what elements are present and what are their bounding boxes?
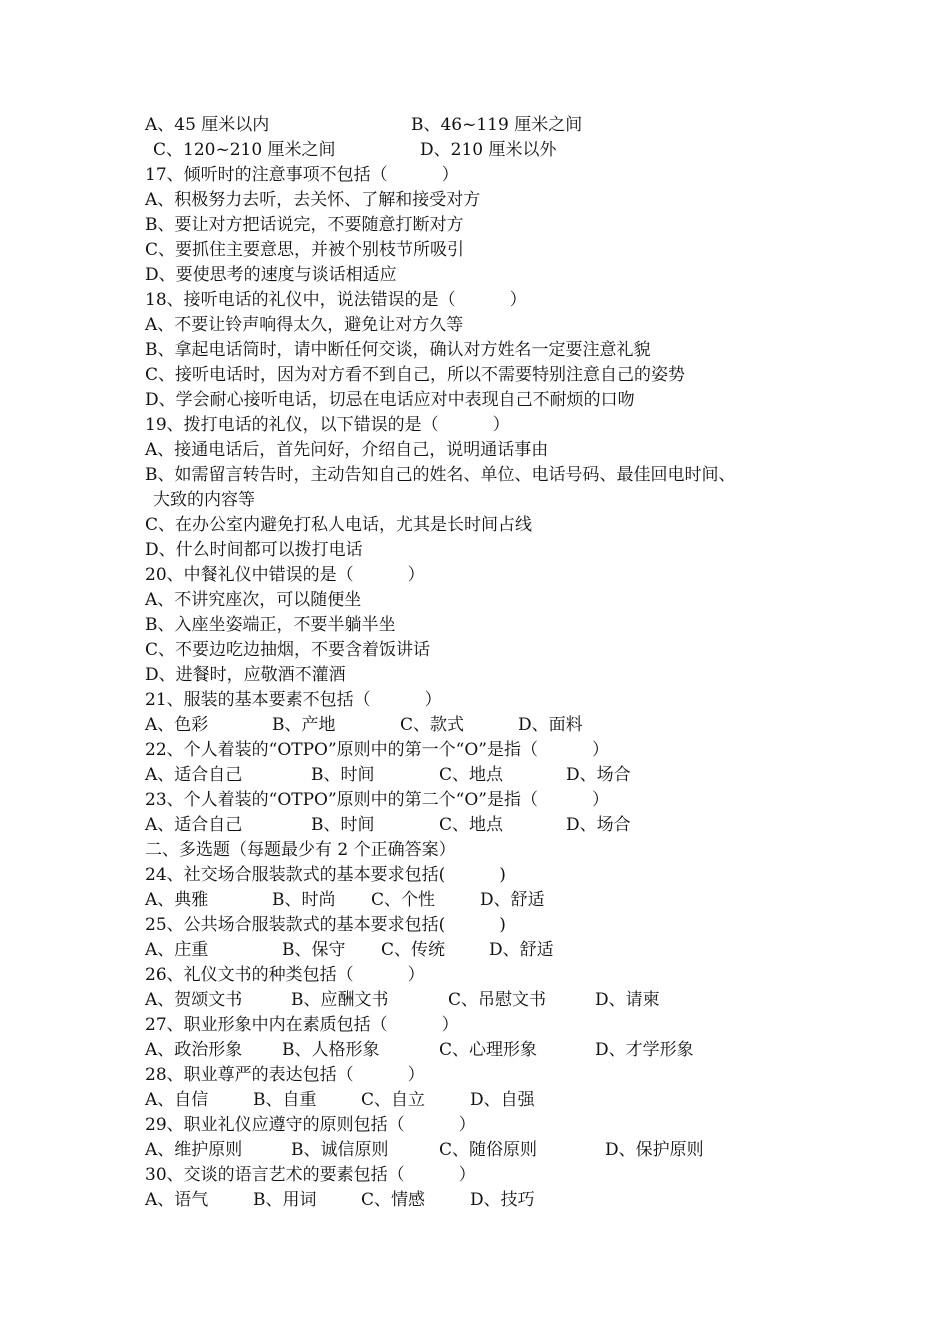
- option-row: [145, 988, 660, 1013]
- question-29: 29、职业礼仪应遵守的原则包括（ ）: [145, 1115, 476, 1135]
- option-c: C、随俗原则: [439, 1140, 538, 1160]
- option-row: [145, 1038, 694, 1063]
- option-d: D、舒适: [480, 890, 545, 910]
- option-a: A、语气: [145, 1190, 209, 1210]
- option-b: B、要让对方把话说完，不要随意打断对方: [145, 215, 464, 235]
- option-b: B、入座坐姿端正，不要半躺半坐: [145, 615, 396, 635]
- option-d: D、请柬: [595, 990, 660, 1010]
- option-d: D、什么时间都可以拨打电话: [145, 540, 363, 560]
- question-23: 23、个人着装的“OTPO”原则中的第二个“O”是指（ ）: [145, 790, 610, 810]
- question-20: 20、中餐礼仪中错误的是（ ）: [145, 565, 425, 585]
- option-d: D、面料: [518, 715, 583, 735]
- section-heading: 二、多选题（每题最少有 2 个正确答案）: [145, 840, 456, 860]
- option-c: C、地点: [439, 815, 504, 835]
- option-d: D、自强: [470, 1090, 535, 1110]
- option-a: A、不讲究座次，可以随便坐: [145, 590, 362, 610]
- option-row: [145, 713, 583, 738]
- option-row: [145, 813, 631, 838]
- option-a: A、适合自己: [145, 765, 243, 785]
- question-30: 30、交谈的语言艺术的要素包括（ ）: [145, 1165, 476, 1185]
- option-b: B、时间: [311, 765, 375, 785]
- option-a: A、贺颂文书: [145, 990, 243, 1010]
- option-d: D、要使思考的速度与谈话相适应: [145, 265, 397, 285]
- option-b: B、46~119 厘米之间: [411, 115, 583, 135]
- question-25: 25、公共场合服装款式的基本要求包括( ): [145, 915, 506, 935]
- option-d: D、场合: [566, 765, 631, 785]
- question-28: 28、职业尊严的表达包括（ ）: [145, 1065, 425, 1085]
- option-row: [145, 938, 554, 963]
- option-b: B、应酬文书: [291, 990, 389, 1010]
- option-b: B、诚信原则: [291, 1140, 389, 1160]
- option-d: D、学会耐心接听电话，切忌在电话应对中表现自己不耐烦的口吻: [145, 390, 635, 410]
- option-c: C、情感: [361, 1190, 426, 1210]
- option-a: A、维护原则: [145, 1140, 243, 1160]
- option-b: B、用词: [253, 1190, 317, 1210]
- option-d: D、舒适: [489, 940, 554, 960]
- option-b: B、时尚: [272, 890, 336, 910]
- option-b: B、人格形象: [282, 1040, 380, 1060]
- option-row: [145, 888, 545, 913]
- option-a: A、色彩: [145, 715, 209, 735]
- option-c: C、传统: [381, 940, 446, 960]
- option-c: C、个性: [371, 890, 436, 910]
- option-c: C、在办公室内避免打私人电话，尤其是长时间占线: [145, 515, 533, 535]
- question-27: 27、职业形象中内在素质包括（ ）: [145, 1015, 459, 1035]
- question-19: 19、拨打电话的礼仪，以下错误的是（ ）: [145, 415, 510, 435]
- option-d: D、进餐时，应敬酒不灌酒: [145, 665, 346, 685]
- option-b: B、如需留言转告时，主动告知自己的姓名、单位、电话号码、最佳回电时间、: [145, 465, 736, 485]
- option-b: B、自重: [253, 1090, 317, 1110]
- option-a: A、庄重: [145, 940, 209, 960]
- option-b: B、拿起电话筒时，请中断任何交谈，确认对方姓名一定要注意礼貌: [145, 340, 651, 360]
- option-c: C、地点: [439, 765, 504, 785]
- option-b: B、时间: [311, 815, 375, 835]
- option-d: D、技巧: [470, 1190, 535, 1210]
- option-row: [145, 763, 631, 788]
- option-d: D、才学形象: [595, 1040, 694, 1060]
- question-24: 24、社交场合服装款式的基本要求包括( ): [145, 865, 506, 885]
- option-a: A、45 厘米以内: [145, 115, 270, 135]
- question-26: 26、礼仪文书的种类包括（ ）: [145, 965, 425, 985]
- option-c: C、心理形象: [439, 1040, 538, 1060]
- option-b: B、保守: [282, 940, 346, 960]
- option-c: C、自立: [361, 1090, 426, 1110]
- option-b-continued: 大致的内容等: [153, 490, 255, 510]
- option-d: D、210 厘米以外: [420, 140, 557, 160]
- option-d: D、场合: [566, 815, 631, 835]
- option-row: [145, 113, 583, 138]
- option-b: B、产地: [272, 715, 336, 735]
- option-a: A、不要让铃声响得太久，避免让对方久等: [145, 315, 464, 335]
- option-c: C、不要边吃边抽烟，不要含着饭讲话: [145, 640, 431, 660]
- option-c: C、120~210 厘米之间: [153, 140, 336, 160]
- option-c: C、接听电话时，因为对方看不到自己，所以不需要特别注意自己的姿势: [145, 365, 686, 385]
- option-a: A、典雅: [145, 890, 209, 910]
- option-c: C、款式: [400, 715, 465, 735]
- option-row: [145, 1188, 535, 1213]
- option-a: A、积极努力去听，去关怀、了解和接受对方: [145, 190, 481, 210]
- question-17: 17、倾听时的注意事项不包括（ ）: [145, 165, 459, 185]
- option-row: [145, 138, 557, 163]
- option-a: A、自信: [145, 1090, 209, 1110]
- question-21: 21、服装的基本要素不包括（ ）: [145, 690, 442, 710]
- option-d: D、保护原则: [605, 1140, 704, 1160]
- option-a: A、接通电话后，首先问好，介绍自己，说明通话事由: [145, 440, 549, 460]
- option-c: C、要抓住主要意思，并被个别枝节所吸引: [145, 240, 465, 260]
- option-a: A、政治形象: [145, 1040, 243, 1060]
- question-22: 22、个人着装的“OTPO”原则中的第一个“O”是指（ ）: [145, 740, 610, 760]
- option-c: C、吊慰文书: [448, 990, 547, 1010]
- question-18: 18、接听电话的礼仪中，说法错误的是（ ）: [145, 290, 527, 310]
- option-a: A、适合自己: [145, 815, 243, 835]
- option-row: [145, 1088, 535, 1113]
- option-row: [145, 1138, 704, 1163]
